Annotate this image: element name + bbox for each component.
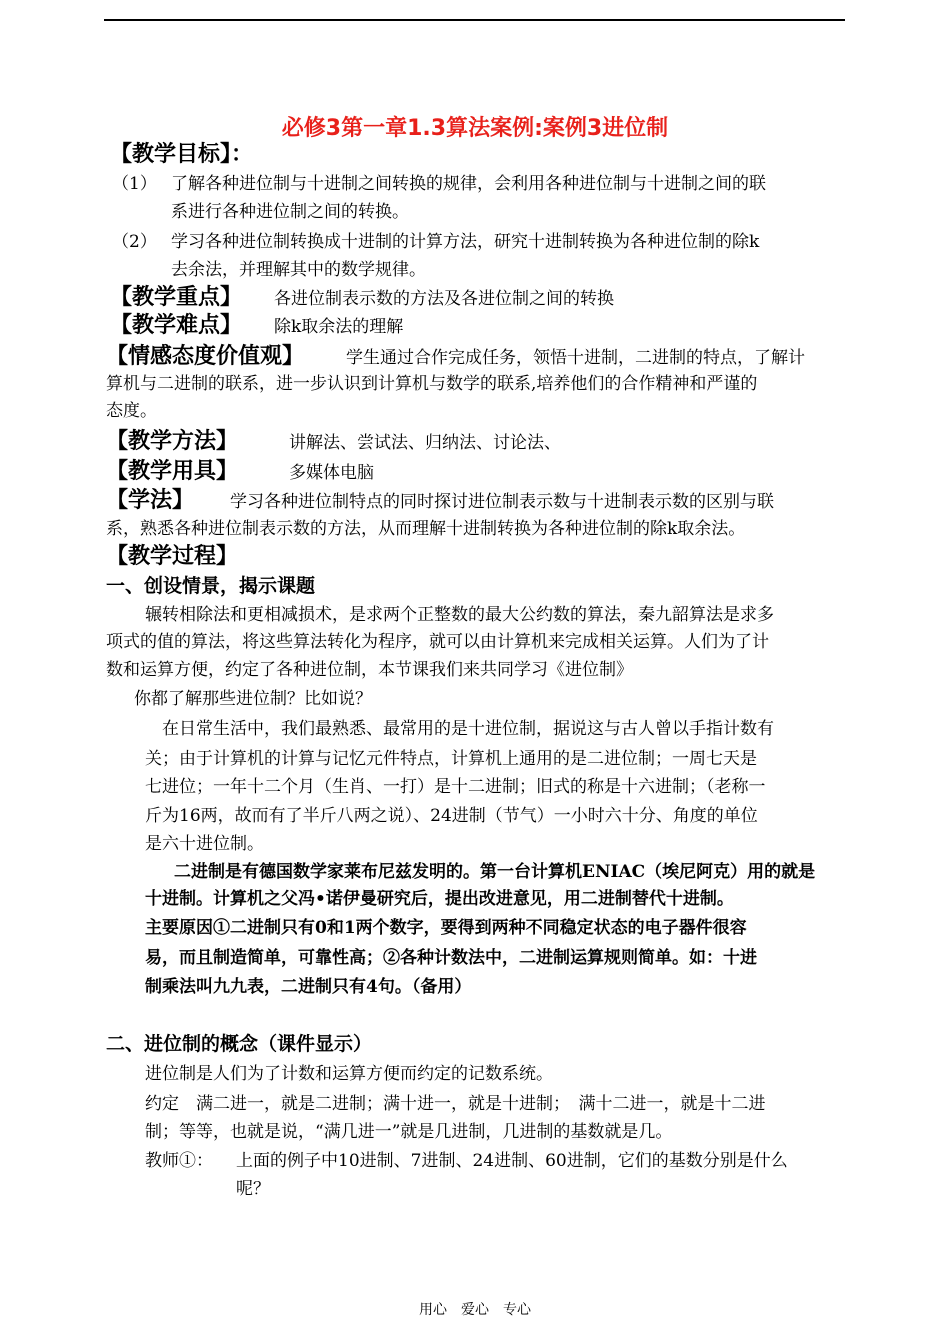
section1-p3-line1: 二进制是有德国数学家莱布尼兹发明的。第一台计算机ENIAC（埃尼阿克）用的就是 — [174, 862, 816, 882]
values-label: 【情感态度价值观】 — [106, 344, 305, 369]
section2-convention-line1: 约定 满二进一，就是二进制；满十进一，就是十进制； 满十二进一，就是十二进 — [145, 1094, 766, 1114]
process-heading: 【教学过程】 — [106, 544, 239, 569]
section1-p2-line2: 关；由于计算机的计算与记忆元件特点，计算机上通用的是二进位制；一周七天是 — [145, 749, 757, 769]
section1-p2-line3: 七进位；一年十二个月（生肖、一打）是十二进制；旧式的称是十六进制；（老称一 — [145, 777, 766, 797]
values-line1: 学生通过合作完成任务，领悟十进制，二进制的特点，了解计 — [346, 348, 805, 368]
page-title: 必修3第一章1.3算法案例:案例3进位制 — [281, 116, 669, 141]
objective-1-number: （1） — [112, 174, 157, 194]
tools-label: 【教学用具】 — [106, 459, 239, 484]
section1-p2-line1: 在日常生活中，我们最熟悉、最常用的是十进位制，据说这与古人曾以手指计数有 — [162, 719, 774, 739]
section2-definition: 进位制是人们为了计数和运算方便而约定的记数系统。 — [145, 1064, 553, 1084]
values-line2: 算机与二进制的联系，进一步认识到计算机与数学的联系,培养他们的合作精神和严谨的 — [106, 374, 758, 394]
section1-p2-line4: 斤为16两，故而有了半斤八两之说）、24进制（节气）一小时六十分、角度的单位 — [145, 806, 758, 826]
method-label: 【教学方法】 — [106, 429, 239, 454]
objective-2-number: （2） — [112, 232, 157, 252]
objective-2-line1: 学习各种进位制转换成十进制的计算方法，研究十进制转换为各种进位制的除k — [171, 232, 760, 252]
section1-p3-line2: 十进制。计算机之父冯•诺伊曼研究后，提出改进意见，用二进制替代十进制。 — [145, 889, 734, 909]
section1-p3-line5: 制乘法叫九九表，二进制只有4句。（备用） — [145, 977, 472, 997]
section1-p3-line3: 主要原因①二进制只有0和1两个数字，要得到两种不同稳定状态的电子器件很容 — [145, 918, 747, 938]
study-line1: 学习各种进位制特点的同时探讨进位制表示数与十进制表示数的区别与联 — [230, 492, 774, 512]
section1-p1-line2: 项式的值的算法，将这些算法转化为程序，就可以由计算机来完成相关运算。人们为了计 — [106, 632, 769, 652]
section1-p1-line1: 辗转相除法和更相减损术，是求两个正整数的最大公约数的算法，秦九韶算法是求多 — [145, 605, 774, 625]
section1-p1-line3: 数和运算方便，约定了各种进位制，本节课我们来共同学习《进位制》 — [106, 660, 633, 680]
difficulty-label: 【教学难点】 — [110, 313, 243, 338]
teacher-line1: 上面的例子中10进制、7进制、24进制、60进制，它们的基数分别是什么 — [236, 1151, 788, 1171]
study-line2: 系，熟悉各种进位制表示数的方法，从而理解十进制转换为各种进位制的除k取余法。 — [106, 519, 746, 539]
section1-p3-line4: 易，而且制造简单，可靠性高；②各种计数法中，二进制运算规则简单。如：十进 — [145, 948, 757, 968]
teacher-line2: 呢？ — [236, 1179, 270, 1199]
section2-heading: 二、进位制的概念（课件显示） — [106, 1033, 373, 1055]
objective-2-line2: 去余法，并理解其中的数学规律。 — [171, 260, 426, 280]
page-footer: 用心 爱心 专心 — [419, 1302, 531, 1318]
section1-p2-line5: 是六十进位制。 — [145, 834, 264, 854]
section1-question: 你都了解那些进位制？比如说？ — [134, 689, 372, 709]
teacher-label: 教师①： — [145, 1151, 213, 1171]
objective-1-line2: 系进行各种进位制之间的转换。 — [171, 202, 409, 222]
tools-text: 多媒体电脑 — [289, 463, 374, 483]
key-point-label: 【教学重点】 — [110, 285, 243, 310]
study-label: 【学法】 — [106, 488, 195, 513]
difficulty-text: 除k取余法的理解 — [274, 317, 404, 337]
section2-convention-line2: 制；等等，也就是说，“满几进一”就是几进制，几进制的基数就是几。 — [145, 1122, 673, 1142]
objectives-heading: 【教学目标】： — [110, 142, 254, 167]
header-rule — [104, 19, 845, 21]
key-point-text: 各进位制表示数的方法及各进位制之间的转换 — [274, 289, 614, 309]
objective-1-line1: 了解各种进位制与十进制之间转换的规律，会利用各种进位制与十进制之间的联 — [171, 174, 766, 194]
section1-heading: 一、创设情景，揭示课题 — [106, 575, 316, 597]
values-line3: 态度。 — [106, 401, 157, 421]
method-text: 讲解法、尝试法、归纳法、讨论法、 — [289, 433, 561, 453]
